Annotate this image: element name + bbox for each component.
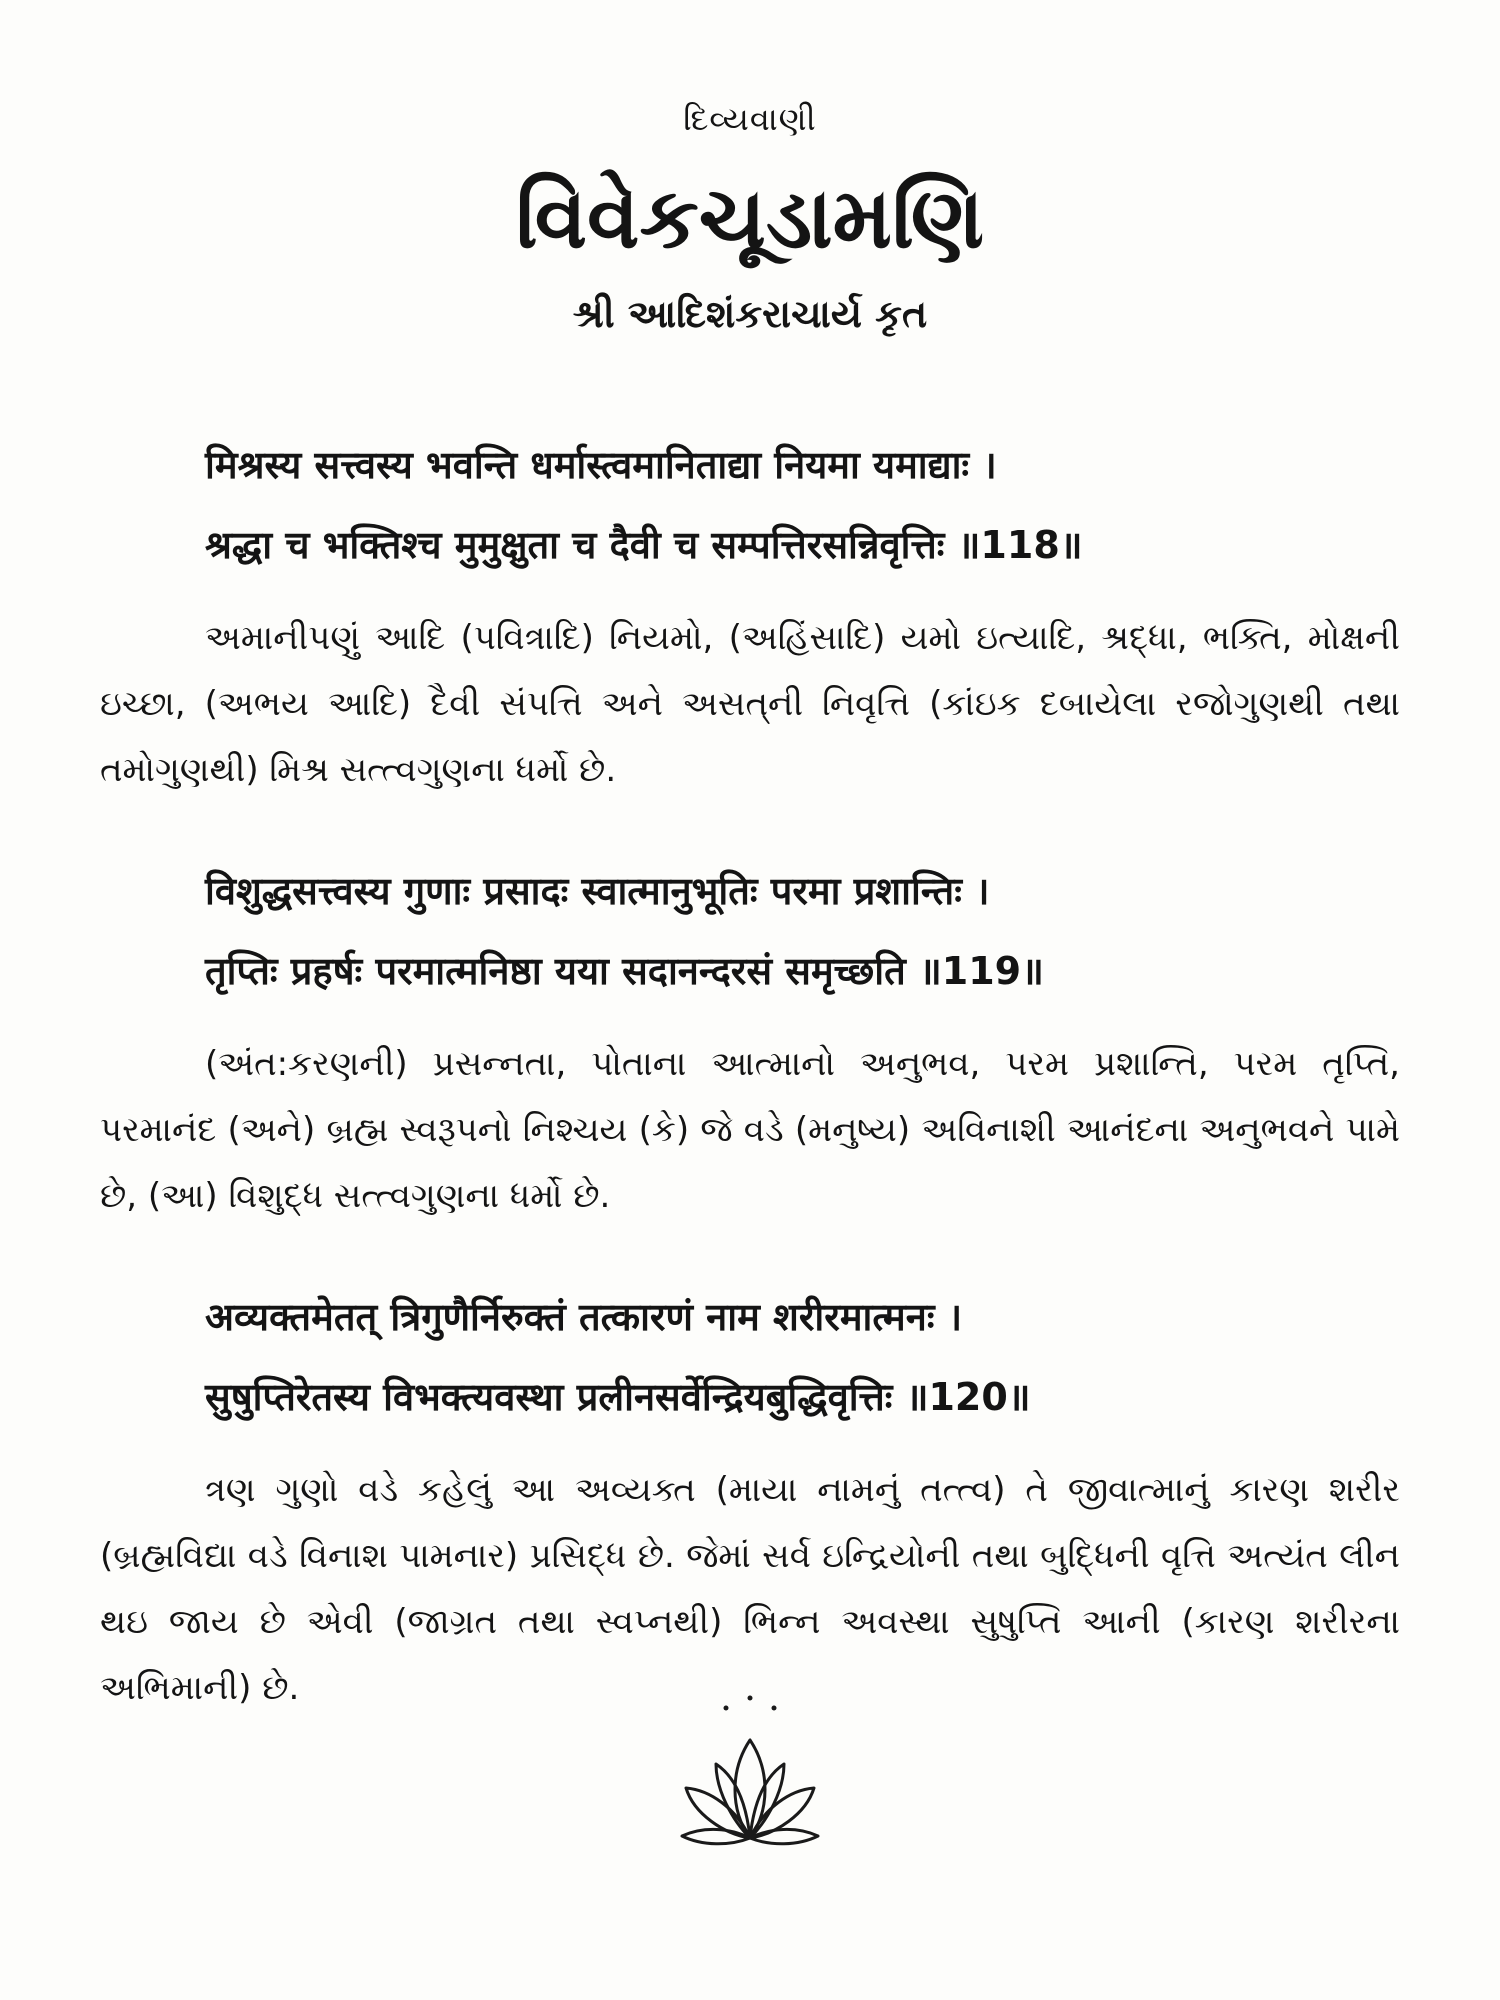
verse-119	[100, 851, 1400, 1011]
verse-line: विशुद्धसत्त्वस्य गुणाः प्रसादः स्वात्मानुभूतिः परमा प्रशान्तिः ।	[205, 869, 990, 913]
series-kicker: દિવ્યવાણી	[683, 100, 817, 138]
page-title: વિવેકચૂડામણિ	[515, 169, 985, 267]
commentary-paragraph: (અંત:કરણની) પ્રસન્નતા, પોતાના આત્માનો અનુભવ, પરમ પ્રશાન્તિ, પરમ તૃપ્તિ, પરમાનંદ (અને) બ્રહ્મ સ્વરૂપનો નિશ્ચય (કે) જે વડે (મનુષ્ય) અવિનાશી આનંદના અનુભવને પામે છે, (આ) વિશુદ્ધ સત્ત્વગુણના ધર્મો છે.	[100, 1044, 1400, 1216]
verse-line: सुषुप्तिरेतस्य विभक्त्यवस्था प्रलीनसर्वेन्द्रियबुद्धिवृत्तिः ॥120॥	[205, 1375, 1031, 1419]
verse-line: तृप्तिः प्रहर्षः परमात्मनिष्ठा यया सदानन्दरसं समृच्छति ॥119॥	[205, 949, 1044, 993]
verse-120	[100, 1277, 1400, 1437]
verse-line: मिश्रस्य सत्त्वस्य भवन्ति धर्मास्त्वमानिताद्या नियमा यमाद्याः ।	[205, 443, 997, 487]
lotus-icon	[660, 1680, 840, 1900]
author-subtitle: શ્રી આદિશંકરાચાર્ય કૃત	[572, 292, 928, 336]
verse-118	[100, 425, 1400, 585]
commentary-paragraph: ત્રણ ગુણો વડે કહેલું આ અવ્યક્ત (માયા નામનું તત્ત્વ) તે જીવાત્માનું કારણ શરીર (બ્રહ્મવિદ્યા વડે વિનાશ પામનાર) પ્રસિદ્ધ છે. જેમાં સર્વ ઇન્દ્રિયોની તથા બુદ્ધિની વૃત્તિ અત્યંત લીન થઇ જાય છે એવી (જાગ્રત તથા સ્વપ્નથી) ભિન્ન અવસ્થા સુષુપ્તિ આની (કારણ શરીરના અભિમાની) છે.	[100, 1470, 1400, 1708]
verse-line: अव्यक्तमेतत् त्रिगुणैर्निरुक्तं तत्कारणं नाम शरीरमात्मनः ।	[205, 1295, 963, 1339]
commentary-paragraph: અમાનીપણું આદિ (પવિત્રાદિ) નિયમો, (અહિંસાદિ) યમો ઇત્યાદિ, શ્રદ્ધા, ભક્તિ, મોક્ષની ઇચ્છા, (અભય આદિ) દૈવી સંપત્તિ અને અસત્‌ની નિવૃત્તિ (કાંઇક દબાયેલા રજોગુણથી તથા તમોગુણથી) મિશ્ર સત્ત્વગુણના ધર્મો છે.	[100, 618, 1400, 790]
main-content	[100, 425, 1400, 1769]
verse-line: श्रद्धा च भक्तिश्च मुमुक्षुता च दैवी च सम्पत्तिरसन्निवृत्तिः ॥118॥	[205, 523, 1083, 567]
